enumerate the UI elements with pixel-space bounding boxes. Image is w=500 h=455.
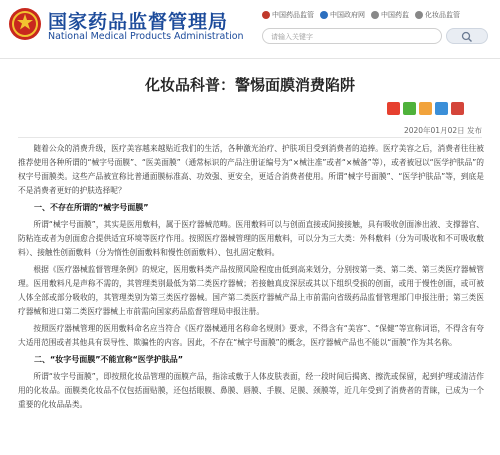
nav-label: 化妆品监管 <box>425 11 460 19</box>
qzone-share-icon[interactable] <box>435 102 448 115</box>
paragraph: 随着公众的消费升级，医疗美容越来越贴近我们的生活，各种激光治疗、护肤项目受到消费者的追捧。医疗美容之后，消费者往往被推荐使用各种所谓的“械字号面膜”、“医美面膜”（通常标识的产品注册证编号为“×械注准”或者“×械备”等），或者被冠以“医学护肤品”的权字号面膜类。这些产品被宣称比普通面膜标准高、功效强、更安全，更适合消费者使用。所谓“械字号面膜”、“医学护肤品”等，到底是不是消费者更好的护肤选择呢？ <box>18 144 484 195</box>
gov-icon <box>320 11 328 19</box>
nav-label: 中国政府网 <box>330 11 365 19</box>
cosmetic-icon <box>415 11 423 19</box>
qq-share-icon[interactable] <box>419 102 432 115</box>
section-heading: 二、“妆字号面膜”不能宣称“医学护肤品” <box>34 355 184 364</box>
nav-item-gov[interactable] <box>320 10 365 20</box>
article-title: 化妆品科普：警惕面膜消费陷阱 <box>144 76 355 94</box>
nav-label: 中国药品监管 <box>272 11 314 19</box>
section-heading: 一、不存在所谓的“械字号面膜” <box>34 203 149 212</box>
national-emblem-icon <box>8 6 42 42</box>
site-subtitle: National Medical Products Administration <box>48 31 244 42</box>
search-input[interactable]: 请输入关键字 <box>262 28 442 44</box>
weibo-share-icon[interactable] <box>387 102 400 115</box>
date-divider <box>18 137 482 138</box>
nmpa-icon <box>262 11 270 19</box>
nav-item-drug[interactable] <box>371 10 409 20</box>
wechat-share-icon[interactable] <box>403 102 416 115</box>
share-bar <box>387 102 464 115</box>
publish-date: 2020年01月02日 发布 <box>403 126 482 135</box>
paragraph: 按照医疗器械管理的医用敷料命名应当符合《医疗器械通用名称命名规则》要求，不得含有“美容”、“保健”等宣称词语，不得含有夸大适用范围或者其他具有误导性、欺骗性的内容。因此，不存在“械字号面膜”的概念，医疗器械产品也不能以“面膜”作为其名称。 <box>18 324 484 347</box>
search-icon <box>461 31 473 43</box>
paragraph: 所谓“妆字号面膜”，即按照化妆品管理的面膜产品，指涂或敷于人体皮肤表面，经一段时间后揭离、擦洗或保留，起到护理或清洁作用的化妆品。面膜类化妆品不仅包括面贴膜，还包括眼膜、鼻膜、唇膜、手膜、足膜、颈膜等，近几年受到了消费者的青睐，已成为一个重要的化妆品品类。 <box>18 372 484 409</box>
nav-label: 中国药监 <box>381 11 409 19</box>
print-icon[interactable] <box>451 102 464 115</box>
drug-icon <box>371 11 379 19</box>
article-body <box>18 142 484 415</box>
nav-item-cosmetic[interactable] <box>415 10 460 20</box>
site-header <box>0 0 500 58</box>
header-divider <box>0 58 500 59</box>
paragraph: 根据《医疗器械监督管理条例》的规定，医用敷料类产品按照风险程度由低到高来划分，分别按第一类、第二类、第三类医疗器械管理。医用敷料凡是声称不需的，其管理类别最低为第二类医疗器械；若接触真皮深层或其以下组织受损的创面，或用于慢性创面，或可被人体全部或部分吸收的，其管理类别为第三类医疗器械。国产第二类医疗器械产品上市前需向省级药品监督管理部门申报注册；第三类医疗器械和进口第二类医疗器械上市前需向国家药品监督管理局申报注册。 <box>18 265 484 316</box>
site-title[interactable]: 国家药品监督管理局 <box>48 11 229 33</box>
top-nav <box>262 10 460 20</box>
nav-item-nmpa[interactable] <box>262 10 314 20</box>
search-button[interactable] <box>446 28 488 44</box>
paragraph: 所谓“械字号面膜”，其实是医用敷料，属于医疗器械范畴。医用敷料可以与创面直接或间接接触，具有吸收创面渗出液、支撑器官、防粘连或者为创面愈合提供适宜环境等医疗作用。按照医疗器械管理的医用敷料，可以分为三大类：外科敷料（分为可吸收和不可吸收敷料）、接触性创面敷料（分为惰性创面敷料和慢性创面敷料）、包扎固定敷料。 <box>18 220 484 257</box>
